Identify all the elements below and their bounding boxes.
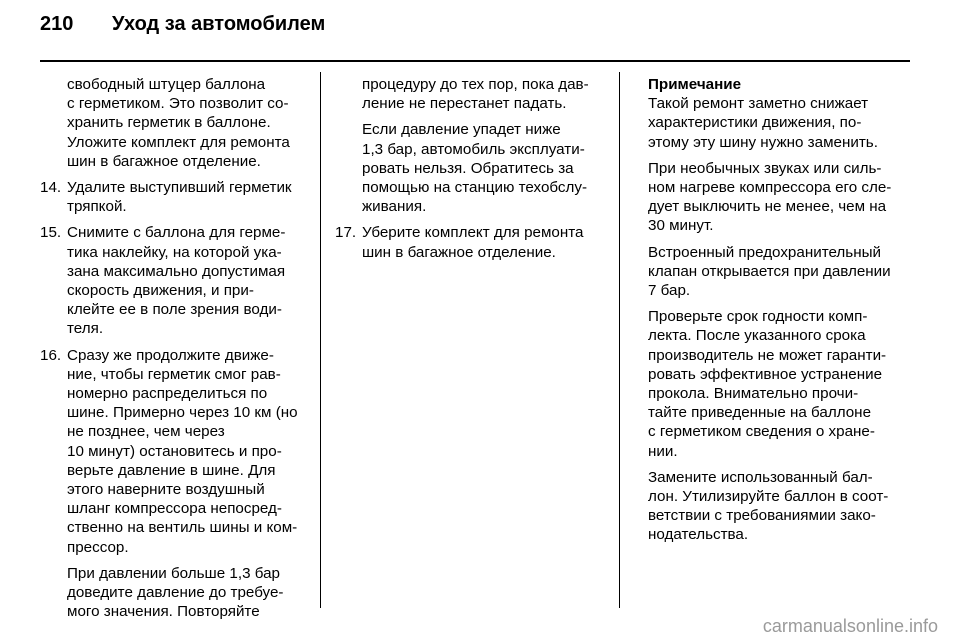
paragraph: свободный штуцер баллона с герметиком. Это позволит со- хранить герметик в баллоне. Уложите комплект для ремонта шин в багажное отделение. (67, 76, 290, 170)
note-paragraph: Такой ремонт заметно снижает характеристики движения, по- этому эту шину нужно заменить. (648, 95, 878, 151)
note-paragraph: При необычных звуках или силь- ном нагреве компрессора его сле- дует выключить не менее, чем на 30 минут. (648, 159, 892, 235)
watermark: carmanualsonline.info (762, 616, 938, 636)
paragraph: процедуру до тех пор, пока дав- ление не перестанет падать. (362, 76, 589, 113)
paragraph: При давлении больше 1,3 бар доведите давление до требуе- мого значения. Повторяйте (67, 564, 284, 621)
note-paragraph: Встроенный предохранительный клапан открывается при давлении 7 бар. (648, 243, 891, 300)
step-16: 16. Сразу же продолжите движе- ние, чтобы герметик смог рав- номерно распределиться по шине. Примерно через 10 км (но не позднее, чем через 10 минут) остановитесь и про- верьте давление в шине. Для этого наверните воздушный шланг компрессора непосред- ственно на вентиль шины и ком- прессор. При давлении больше 1,3 бар доведите давление до требуе- мого значения. Повторяйте (40, 346, 305, 622)
note-title: Примечание (648, 76, 742, 93)
step-number: 14. (40, 179, 62, 197)
paragraph: Если давление упадет ниже 1,3 бар, автомобиль эксплуати- ровать нельзя. Обратитесь за помощью на станцию техобслу- живания. (362, 121, 588, 216)
column-1 (40, 75, 305, 628)
column-2 (335, 75, 605, 269)
step-number: 15. (40, 224, 62, 242)
column-divider (619, 72, 620, 608)
note-paragraph: Проверьте срок годности комп- лекта. После указанного срока производитель не может гаранти- ровать эффективное устранение прокола. Внимательно прочи- тайте приведенные на баллоне с герметиком сведения о хране- нии. (648, 308, 887, 460)
page-number: 210 (40, 13, 74, 35)
step-17: 17. Уберите комплект для ремонта шин в багажное отделение. (335, 224, 584, 261)
step-14: 14. Удалите выступивший герметик тряпкой. (40, 179, 292, 216)
step-15: 15. Снимите с баллона для герме- тика наклейку, на которой ука- зана максимально допустимая скорость движения, и при- клейте ее в поле зрения води- теля. (40, 224, 286, 338)
column-3-note (648, 75, 918, 552)
page-title: Уход за автомобилем (112, 13, 326, 35)
note-paragraph: Замените использованный бал- лон. Утилизируйте баллон в соот- ветствии с требованиямии зако- нодательства. (648, 468, 889, 544)
step-number: 17. (335, 224, 357, 242)
step-number: 16. (40, 346, 62, 364)
column-divider (320, 72, 321, 608)
header-rule (40, 60, 910, 62)
